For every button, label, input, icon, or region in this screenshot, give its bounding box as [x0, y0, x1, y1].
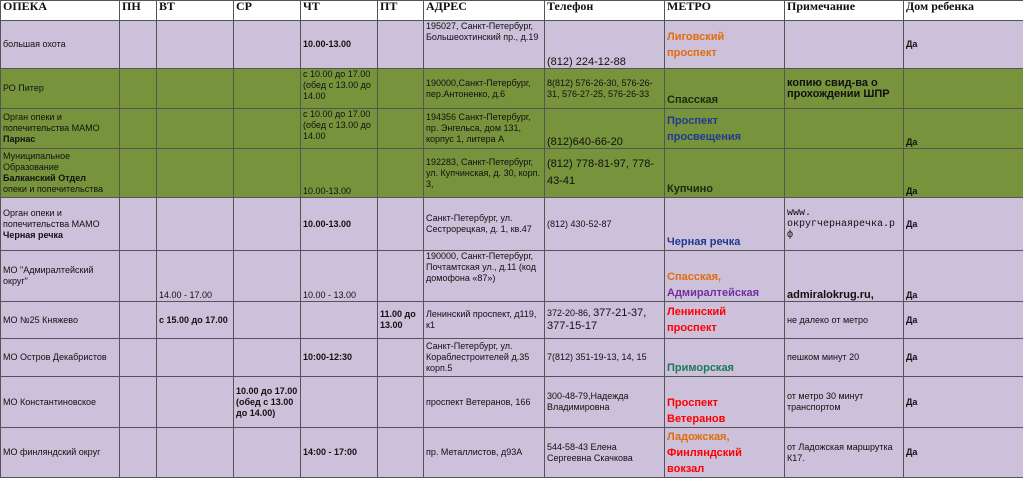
- pn-cell: [120, 21, 157, 69]
- sr-cell: 10.00 до 17.00 (обед с 13.00 до 14.00): [234, 377, 301, 428]
- pt-cell: [378, 109, 424, 149]
- pt-cell: [378, 428, 424, 478]
- note-cell: не далеко от метро: [785, 302, 904, 339]
- pt-cell: [378, 149, 424, 198]
- note-cell: [785, 21, 904, 69]
- opeka-line-3: опеки и попечительства: [3, 184, 104, 194]
- vt-cell: [157, 339, 234, 377]
- table-row: [1, 428, 1023, 478]
- cht-cell: [301, 302, 378, 339]
- sr-cell: [234, 251, 301, 302]
- home-cell: Да: [904, 198, 1023, 251]
- table-row: [1, 149, 1023, 198]
- pt-cell: [378, 251, 424, 302]
- home-cell: Да: [904, 377, 1023, 428]
- vt-cell: [157, 198, 234, 251]
- phone-part-3: 377-15-17: [547, 320, 598, 332]
- opeka-line-2: Балканский Отдел: [3, 173, 86, 183]
- address-cell: 190000,Санкт-Петербург, пер.Антоненко, д.6: [424, 69, 545, 109]
- sr-cell: [234, 109, 301, 149]
- metro-cell: [665, 302, 785, 339]
- cht-cell: 10.00-13.00: [301, 198, 378, 251]
- pn-cell: [120, 109, 157, 149]
- phone-part-2: 377-21-37,: [593, 307, 647, 319]
- table-row: [1, 339, 1023, 377]
- opeka-line-1: Орган опеки и попечительства МАМО: [3, 207, 100, 229]
- home-cell: Да: [904, 21, 1023, 69]
- opeka-line-2: Черная речка: [3, 229, 64, 240]
- metro-line-2: Финляндский: [667, 446, 742, 459]
- sr-cell: [234, 69, 301, 109]
- vt-cell: [157, 109, 234, 149]
- opeka-cell: МО "Адмиралтейский округ": [1, 251, 120, 302]
- opeka-cell: МО Остров Декабристов: [1, 339, 120, 377]
- vt-cell: [157, 69, 234, 109]
- pn-cell: [120, 377, 157, 428]
- pn-cell: [120, 198, 157, 251]
- phone-cell: (812)640-66-20: [545, 109, 665, 149]
- cht-cell: с 10.00 до 17.00 (обед с 13.00 до 14.00: [301, 109, 378, 149]
- sr-cell: [234, 198, 301, 251]
- metro-cell: [665, 428, 785, 478]
- pt-cell: 11.00 до 13.00: [378, 302, 424, 339]
- table-row: [1, 251, 1023, 302]
- phone-cell: 7(812) 351-19-13, 14, 15: [545, 339, 665, 377]
- cht-cell: 10:00-12:30: [301, 339, 378, 377]
- note-cell: от метро 30 минут транспортом: [785, 377, 904, 428]
- sr-cell: [234, 302, 301, 339]
- opeka-cell: [1, 198, 120, 251]
- metro-line-1: Приморская: [667, 362, 734, 374]
- metro-cell: [665, 21, 785, 69]
- cht-cell: 10.00-13.00: [301, 21, 378, 69]
- col-metro: МЕТРО: [665, 1, 785, 21]
- col-opeka: ОПЕКА: [1, 1, 120, 21]
- metro-line-1: Проспект: [667, 397, 718, 409]
- phone-cell: 544-58-43 Елена Сергеевна Скачкова: [545, 428, 665, 478]
- metro-line-2: Адмиралтейская: [667, 287, 760, 299]
- table-row: [1, 198, 1023, 251]
- vt-cell: [157, 21, 234, 69]
- col-vt: ВТ: [157, 1, 234, 21]
- phone-cell: 8(812) 576-26-30, 576-26-31, 576-27-25, 576-26-33: [545, 69, 665, 109]
- metro-line-2: просвещения: [667, 130, 742, 143]
- metro-line-3: вокзал: [667, 462, 705, 475]
- metro-line-1: Спасская,: [667, 271, 722, 283]
- metro-cell: [665, 109, 785, 149]
- note-cell: от Ладожская маршрутка К17.: [785, 428, 904, 478]
- home-cell: Да: [904, 302, 1023, 339]
- metro-cell: [665, 198, 785, 251]
- opeka-cell: МО №25 Княжево: [1, 302, 120, 339]
- table-row: [1, 377, 1023, 428]
- metro-line-2: проспект: [667, 322, 717, 334]
- phone-cell: (812) 224-12-88: [545, 21, 665, 69]
- col-pn: ПН: [120, 1, 157, 21]
- address-cell: 195027, Санкт-Петербург, Большеохтинский пр., д.19: [424, 21, 545, 69]
- cht-cell: 10.00 - 13.00: [301, 251, 378, 302]
- sr-cell: [234, 21, 301, 69]
- note-cell: [785, 149, 904, 198]
- opeka-cell: МО Константиновское: [1, 377, 120, 428]
- table-row: [1, 69, 1023, 109]
- vt-cell: [157, 377, 234, 428]
- metro-line-2: проспект: [667, 46, 717, 59]
- pn-cell: [120, 149, 157, 198]
- cht-cell: с 10.00 до 17.00 (обед с 13.00 до 14.00: [301, 69, 378, 109]
- metro-line-2: Ветеранов: [667, 413, 726, 425]
- home-cell: [904, 69, 1023, 109]
- pn-cell: [120, 339, 157, 377]
- sr-cell: [234, 428, 301, 478]
- col-pt: ПТ: [378, 1, 424, 21]
- metro-line-1: Ладожская,: [667, 430, 730, 443]
- metro-line-1: Черная речка: [667, 236, 741, 248]
- vt-cell: [157, 149, 234, 198]
- metro-line-1: Ленинский: [667, 306, 727, 318]
- home-cell: Да: [904, 149, 1023, 198]
- col-sr: СР: [234, 1, 301, 21]
- pn-cell: [120, 428, 157, 478]
- address-cell: 194356 Санкт-Петербург, пр. Энгельса, дом 131, корпус 1, литера А: [424, 109, 545, 149]
- col-phone: Телефон: [545, 1, 665, 21]
- table-row: [1, 302, 1023, 339]
- opeka-cell: большая охота: [1, 21, 120, 69]
- phone-cell: 300-48-79,Надежда Владимировна: [545, 377, 665, 428]
- cht-cell: [301, 377, 378, 428]
- pn-cell: [120, 302, 157, 339]
- opeka-cell: [1, 149, 120, 198]
- address-cell: пр. Металлистов, д93А: [424, 428, 545, 478]
- home-cell: Да: [904, 428, 1023, 478]
- home-cell: Да: [904, 339, 1023, 377]
- phone-part-1: 372-20-86,: [547, 308, 591, 318]
- phone-cell: (812) 430-52-87: [545, 198, 665, 251]
- pn-cell: [120, 251, 157, 302]
- vt-cell: с 15.00 до 17.00: [157, 302, 234, 339]
- note-cell: пешком минут 20: [785, 339, 904, 377]
- col-home: Дом ребенка: [904, 1, 1023, 21]
- pt-cell: [378, 69, 424, 109]
- note-cell: копию свид-ва о прохождении ШПР: [785, 69, 904, 109]
- pt-cell: [378, 198, 424, 251]
- metro-line-1: Проспект: [667, 114, 718, 127]
- cht-cell: 10.00-13.00: [301, 149, 378, 198]
- vt-cell: 14.00 - 17.00: [157, 251, 234, 302]
- address-cell: Ленинский проспект, д119, к1: [424, 302, 545, 339]
- metro-cell: [665, 251, 785, 302]
- opeka-line-2: Парнас: [3, 134, 36, 144]
- metro-line-1: Купчино: [667, 183, 713, 195]
- header-row: [1, 1, 1023, 21]
- metro-line-1: Лиговский: [667, 30, 725, 43]
- note-cell: [785, 109, 904, 149]
- opeka-line-1: Муниципальное Образование: [3, 151, 71, 172]
- table-row: [1, 109, 1023, 149]
- address-cell: 190000, Санкт-Петербург, Почтамтская ул., д.11 (код домофона «87»): [424, 251, 545, 302]
- metro-cell: [665, 149, 785, 198]
- vt-cell: [157, 428, 234, 478]
- pt-cell: [378, 339, 424, 377]
- phone-cell: [545, 302, 665, 339]
- col-cht: ЧТ: [301, 1, 378, 21]
- address-cell: Санкт-Петербург, ул. Кораблестроителей д.35 корп.5: [424, 339, 545, 377]
- col-note: Примечание: [785, 1, 904, 21]
- metro-cell: [665, 377, 785, 428]
- note-cell: www. округчернаяречка.р ф: [785, 198, 904, 251]
- metro-cell: [665, 69, 785, 109]
- cht-cell: 14:00 - 17:00: [301, 428, 378, 478]
- address-cell: проспект Ветеранов, 166: [424, 377, 545, 428]
- sr-cell: [234, 149, 301, 198]
- opeka-cell: МО финляндский округ: [1, 428, 120, 478]
- opeka-cell: [1, 109, 120, 149]
- table-row: [1, 21, 1023, 69]
- note-cell: admiralokrug.ru,: [785, 251, 904, 302]
- opeka-line-1: Орган опеки и попечительства МАМО: [3, 112, 100, 133]
- address-cell: 192283, Санкт-Петербург, ул. Купчинская, д. 30, корп. 3,: [424, 149, 545, 198]
- home-cell: Да: [904, 109, 1023, 149]
- pt-cell: [378, 377, 424, 428]
- opeka-cell: РО Питер: [1, 69, 120, 109]
- phone-cell: (812) 778-81-97, 778-43-41: [545, 149, 665, 198]
- phone-cell: [545, 251, 665, 302]
- metro-line-1: Спасская: [667, 94, 718, 106]
- home-cell: Да: [904, 251, 1023, 302]
- address-cell: Санкт-Петербург, ул. Сестрорецкая, д. 1, кв.47: [424, 198, 545, 251]
- col-address: АДРЕС: [424, 1, 545, 21]
- pt-cell: [378, 21, 424, 69]
- sr-cell: [234, 339, 301, 377]
- pn-cell: [120, 69, 157, 109]
- metro-cell: [665, 339, 785, 377]
